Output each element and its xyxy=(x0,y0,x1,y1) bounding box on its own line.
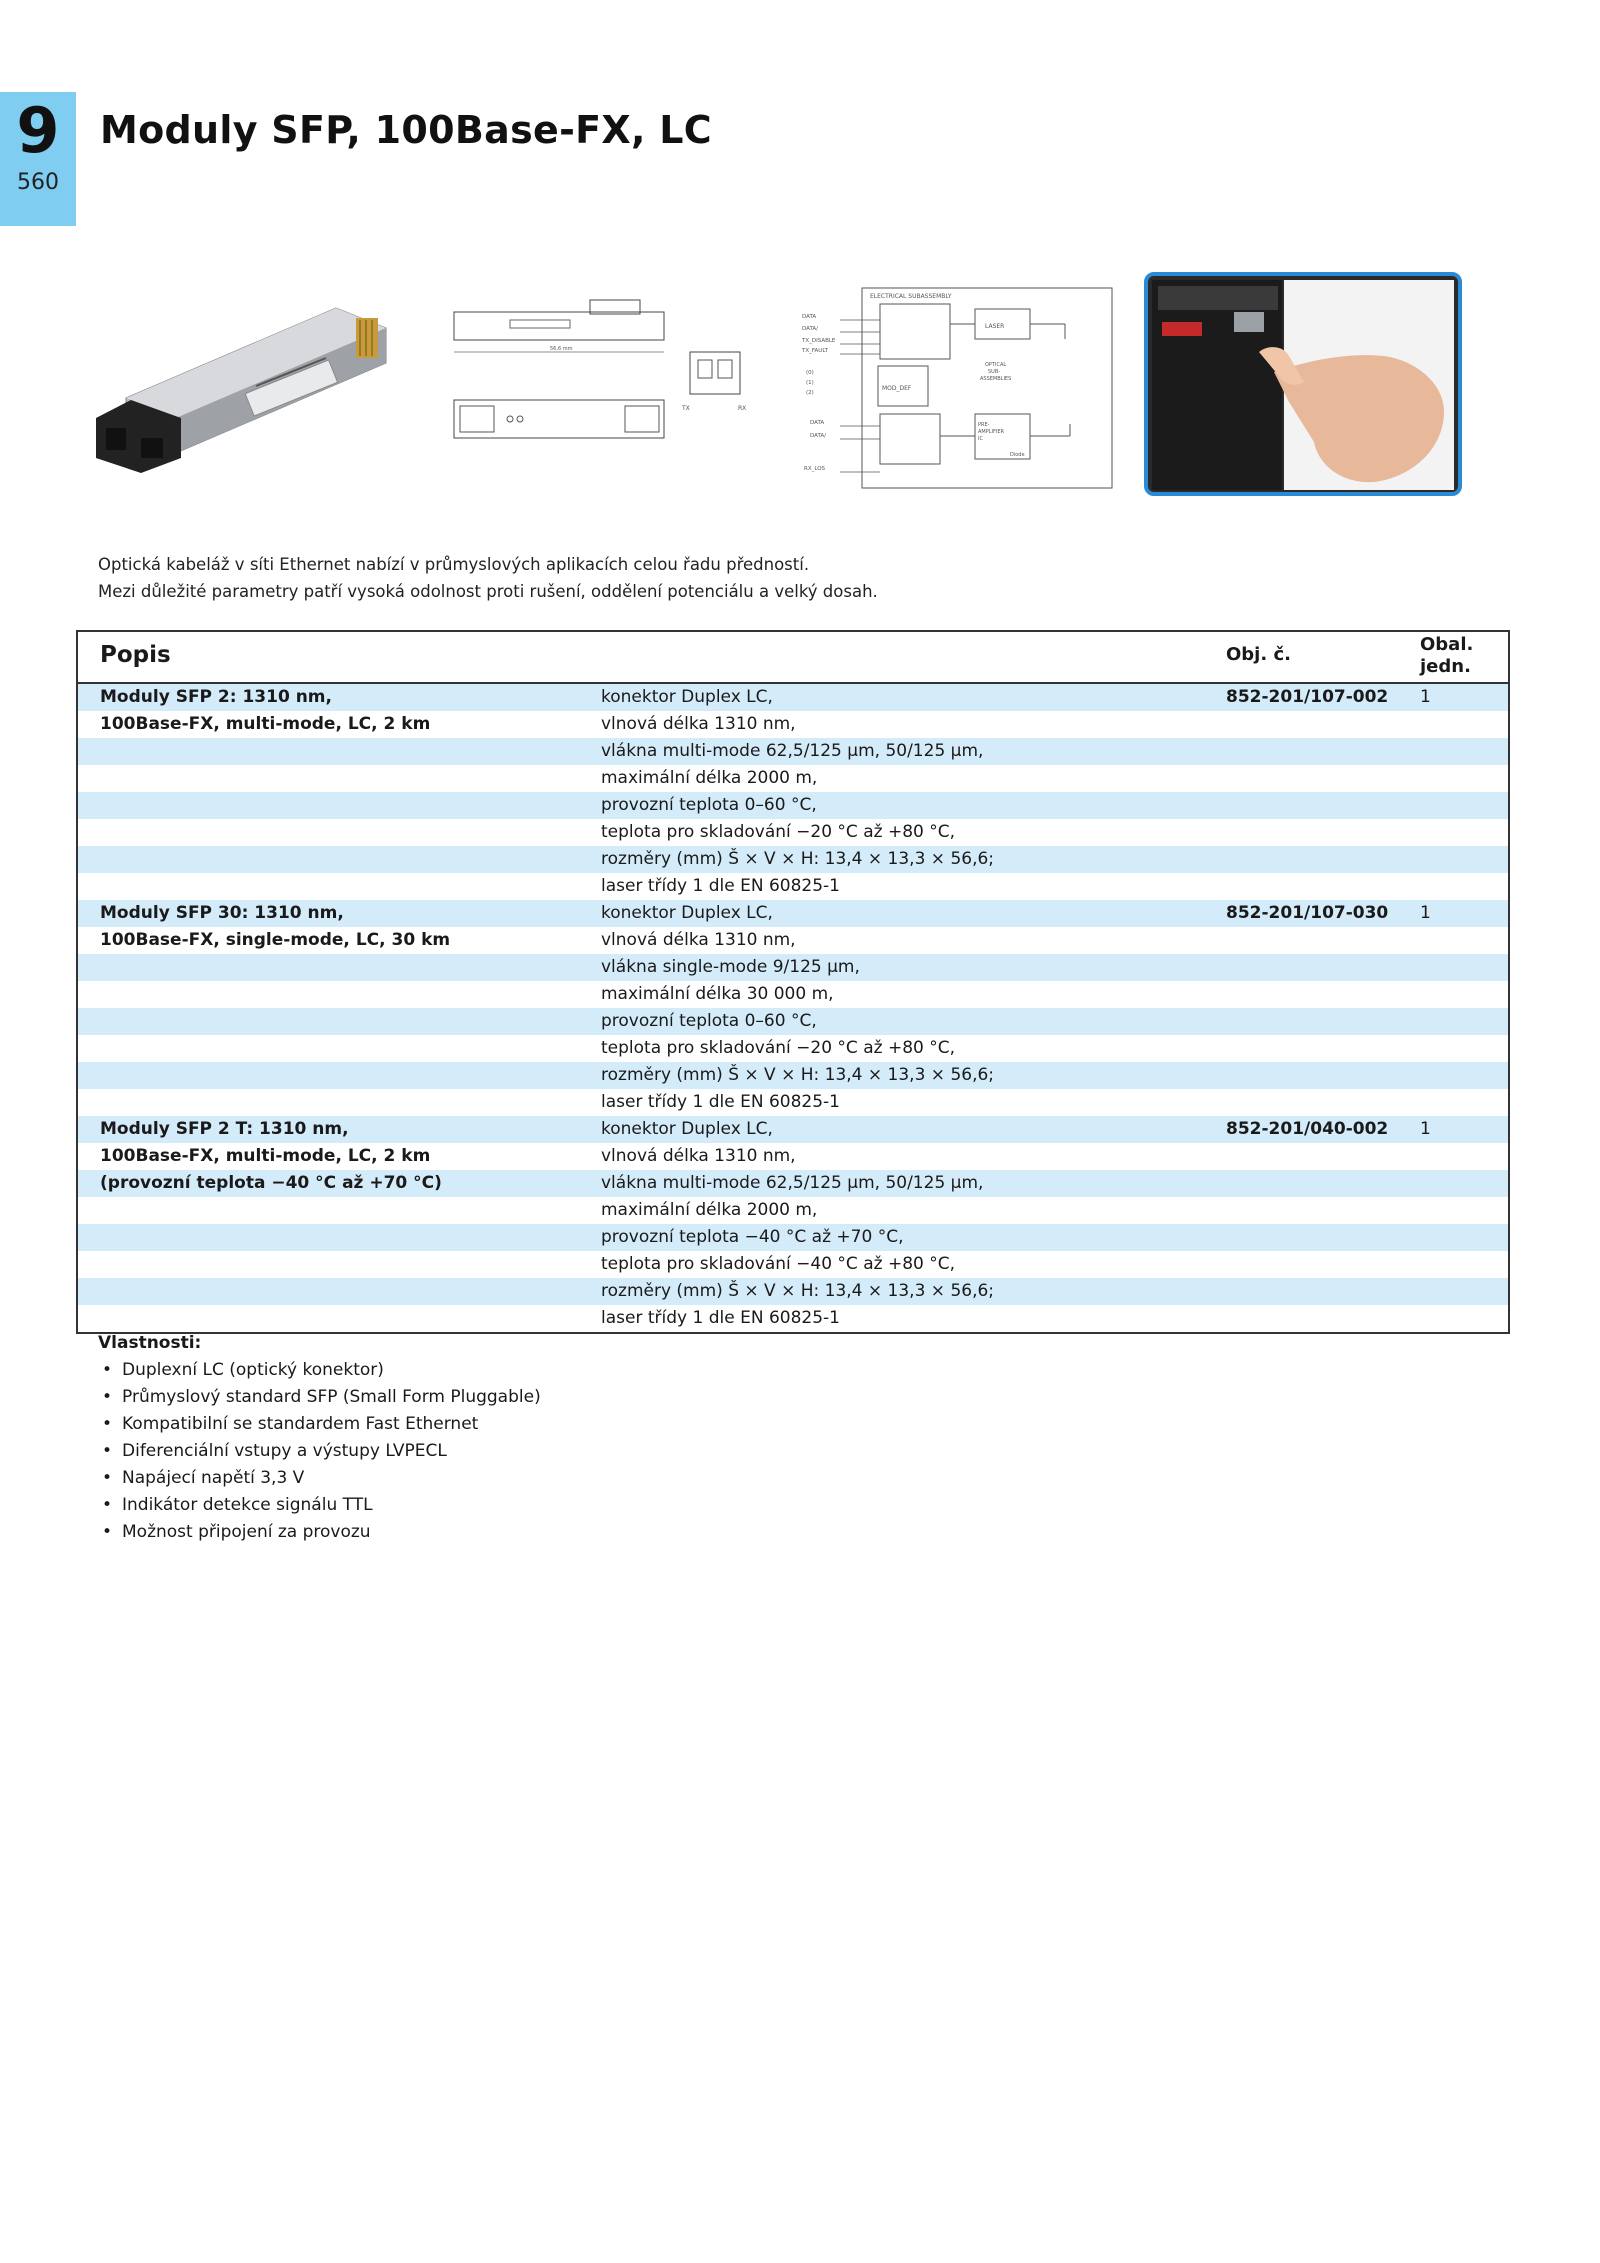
row-spec: maximální délka 2000 m, xyxy=(601,1200,818,1220)
features-list xyxy=(98,1357,541,1546)
sig-data: DATA xyxy=(802,314,817,320)
row-order-number: 852-201/040-002 xyxy=(1226,1119,1389,1139)
table-header xyxy=(78,632,1508,684)
row-spec: laser třídy 1 dle EN 60825-1 xyxy=(601,1308,840,1328)
row-spec: vlákna single-mode 9/125 µm, xyxy=(601,957,860,977)
feature-item: • Diferenciální vstupy a výstupy LVPECL xyxy=(98,1438,541,1465)
pre-amp-label-3: IC xyxy=(978,436,983,442)
block-diagram xyxy=(800,284,1120,494)
row-description: 100Base-FX, multi-mode, LC, 2 km xyxy=(100,1146,431,1166)
table-row xyxy=(78,738,1508,765)
feature-item: • Možnost připojení za provozu xyxy=(98,1519,541,1546)
row-spec: vlnová délka 1310 nm, xyxy=(601,714,796,734)
row-spec: teplota pro skladování −20 °C až +80 °C, xyxy=(601,822,956,842)
table-row xyxy=(78,711,1508,738)
table-row xyxy=(78,846,1508,873)
table-body xyxy=(78,684,1508,1332)
laser-label: LASER xyxy=(985,323,1005,330)
page-number: 560 xyxy=(17,170,59,195)
table-row xyxy=(78,1116,1508,1143)
table-row xyxy=(78,954,1508,981)
table-row xyxy=(78,1089,1508,1116)
pre-amp-label-2: AMPLIFIER xyxy=(978,429,1004,435)
row-spec: laser třídy 1 dle EN 60825-1 xyxy=(601,1092,840,1112)
table-row xyxy=(78,1170,1508,1197)
row-spec: konektor Duplex LC, xyxy=(601,1119,773,1139)
spec-table xyxy=(76,630,1510,1334)
row-spec: konektor Duplex LC, xyxy=(601,903,773,923)
row-spec: maximální délka 2000 m, xyxy=(601,768,818,788)
row-description: Moduly SFP 30: 1310 nm, xyxy=(100,903,344,923)
row-spec: vlákna multi-mode 62,5/125 µm, 50/125 µm, xyxy=(601,1173,984,1193)
row-spec: rozměry (mm) Š × V × H: 13,4 × 13,3 × 56,6; xyxy=(601,849,995,869)
rx-label: RX xyxy=(738,405,747,412)
mod-def-label: MOD_DEF xyxy=(882,385,912,392)
header-obal xyxy=(1420,634,1473,678)
feature-item: • Indikátor detekce signálu TTL xyxy=(98,1492,541,1519)
feature-item: • Průmyslový standard SFP (Small Form Pluggable) xyxy=(98,1384,541,1411)
row-spec: provozní teplota 0–60 °C, xyxy=(601,1011,817,1031)
feature-item: • Duplexní LC (optický konektor) xyxy=(98,1357,541,1384)
table-row xyxy=(78,900,1508,927)
header-obal-line-1: Obal. xyxy=(1420,634,1474,655)
table-row xyxy=(78,819,1508,846)
drawing-dimension: 56,6 mm xyxy=(550,346,573,352)
pre-amp-label-1: PRE- xyxy=(978,422,990,428)
row-spec: konektor Duplex LC, xyxy=(601,687,773,707)
tx-label: TX xyxy=(682,405,690,412)
row-spec: teplota pro skladování −20 °C až +80 °C, xyxy=(601,1038,956,1058)
row-quantity: 1 xyxy=(1420,1119,1431,1139)
feature-item: • Napájecí napětí 3,3 V xyxy=(98,1465,541,1492)
optical-label-3: ASSEMBLIES xyxy=(980,376,1012,382)
table-row xyxy=(78,1062,1508,1089)
row-quantity: 1 xyxy=(1420,903,1431,923)
header-obal-line-2: jedn. xyxy=(1420,656,1471,677)
intro-line-2: Mezi důležité parametry patří vysoká odolnost proti rušení, oddělení potenciálu a velký dosah. xyxy=(98,582,878,601)
header-popis: Popis xyxy=(100,642,171,668)
row-spec: rozměry (mm) Š × V × H: 13,4 × 13,3 × 56,6; xyxy=(601,1065,995,1085)
row-description: 100Base-FX, single-mode, LC, 30 km xyxy=(100,930,451,950)
optical-label-1: OPTICAL xyxy=(985,362,1007,368)
features xyxy=(98,1330,541,1546)
table-row xyxy=(78,1305,1508,1332)
row-description: Moduly SFP 2: 1310 nm, xyxy=(100,687,332,707)
table-row xyxy=(78,981,1508,1008)
row-spec: vlnová délka 1310 nm, xyxy=(601,930,796,950)
table-row xyxy=(78,873,1508,900)
row-description: 100Base-FX, multi-mode, LC, 2 km xyxy=(100,714,431,734)
sfp-module-image xyxy=(86,268,426,498)
table-row xyxy=(78,927,1508,954)
chapter-number: 9 xyxy=(16,94,60,167)
installation-photo xyxy=(1144,272,1462,496)
sig-rx-data-inv: DATA/ xyxy=(810,433,827,439)
sig-data-inv: DATA/ xyxy=(802,326,819,332)
feature-item: • Kompatibilní se standardem Fast Ethernet xyxy=(98,1411,541,1438)
technical-drawing xyxy=(450,290,780,480)
sig-tx-disable: TX_DISABLE xyxy=(802,338,836,344)
row-spec: rozměry (mm) Š × V × H: 13,4 × 13,3 × 56,6; xyxy=(601,1281,995,1301)
table-row xyxy=(78,1251,1508,1278)
table-row xyxy=(78,1278,1508,1305)
intro-line-1: Optická kabeláž v síti Ethernet nabízí v průmyslových aplikacích celou řadu předností. xyxy=(98,555,810,574)
sig-tx-fault: TX_FAULT xyxy=(802,348,828,354)
sig-rx-data: DATA xyxy=(810,420,825,426)
intro-text xyxy=(98,551,878,605)
sig-mod1: (1) xyxy=(806,380,814,386)
diagram-header: ELECTRICAL SUBASSEMBLY xyxy=(870,293,952,300)
row-quantity: 1 xyxy=(1420,687,1431,707)
row-order-number: 852-201/107-002 xyxy=(1226,687,1389,707)
table-row xyxy=(78,1035,1508,1062)
features-title: Vlastnosti: xyxy=(98,1333,202,1353)
row-spec: laser třídy 1 dle EN 60825-1 xyxy=(601,876,840,896)
table-row xyxy=(78,684,1508,711)
diode-label: Diode xyxy=(1010,452,1025,458)
row-spec: vlákna multi-mode 62,5/125 µm, 50/125 µm, xyxy=(601,741,984,761)
table-row xyxy=(78,1197,1508,1224)
table-row xyxy=(78,792,1508,819)
row-order-number: 852-201/107-030 xyxy=(1226,903,1389,923)
row-spec: vlnová délka 1310 nm, xyxy=(601,1146,796,1166)
row-spec: maximální délka 30 000 m, xyxy=(601,984,834,1004)
row-spec: teplota pro skladování −40 °C až +80 °C, xyxy=(601,1254,956,1274)
optical-label-2: SUB- xyxy=(988,369,1001,375)
row-spec: provozní teplota −40 °C až +70 °C, xyxy=(601,1227,904,1247)
sig-rx-los: RX_LOS xyxy=(804,466,826,472)
table-row xyxy=(78,1143,1508,1170)
row-description: Moduly SFP 2 T: 1310 nm, xyxy=(100,1119,349,1139)
header-obj: Obj. č. xyxy=(1226,644,1291,665)
table-row xyxy=(78,765,1508,792)
table-row xyxy=(78,1008,1508,1035)
table-row xyxy=(78,1224,1508,1251)
sig-mod2: (2) xyxy=(806,390,814,396)
sig-mod0: (0) xyxy=(806,370,814,376)
page-title: Moduly SFP, 100Base-FX, LC xyxy=(100,108,712,152)
row-spec: provozní teplota 0–60 °C, xyxy=(601,795,817,815)
row-description: (provozní teplota −40 °C až +70 °C) xyxy=(100,1173,442,1193)
